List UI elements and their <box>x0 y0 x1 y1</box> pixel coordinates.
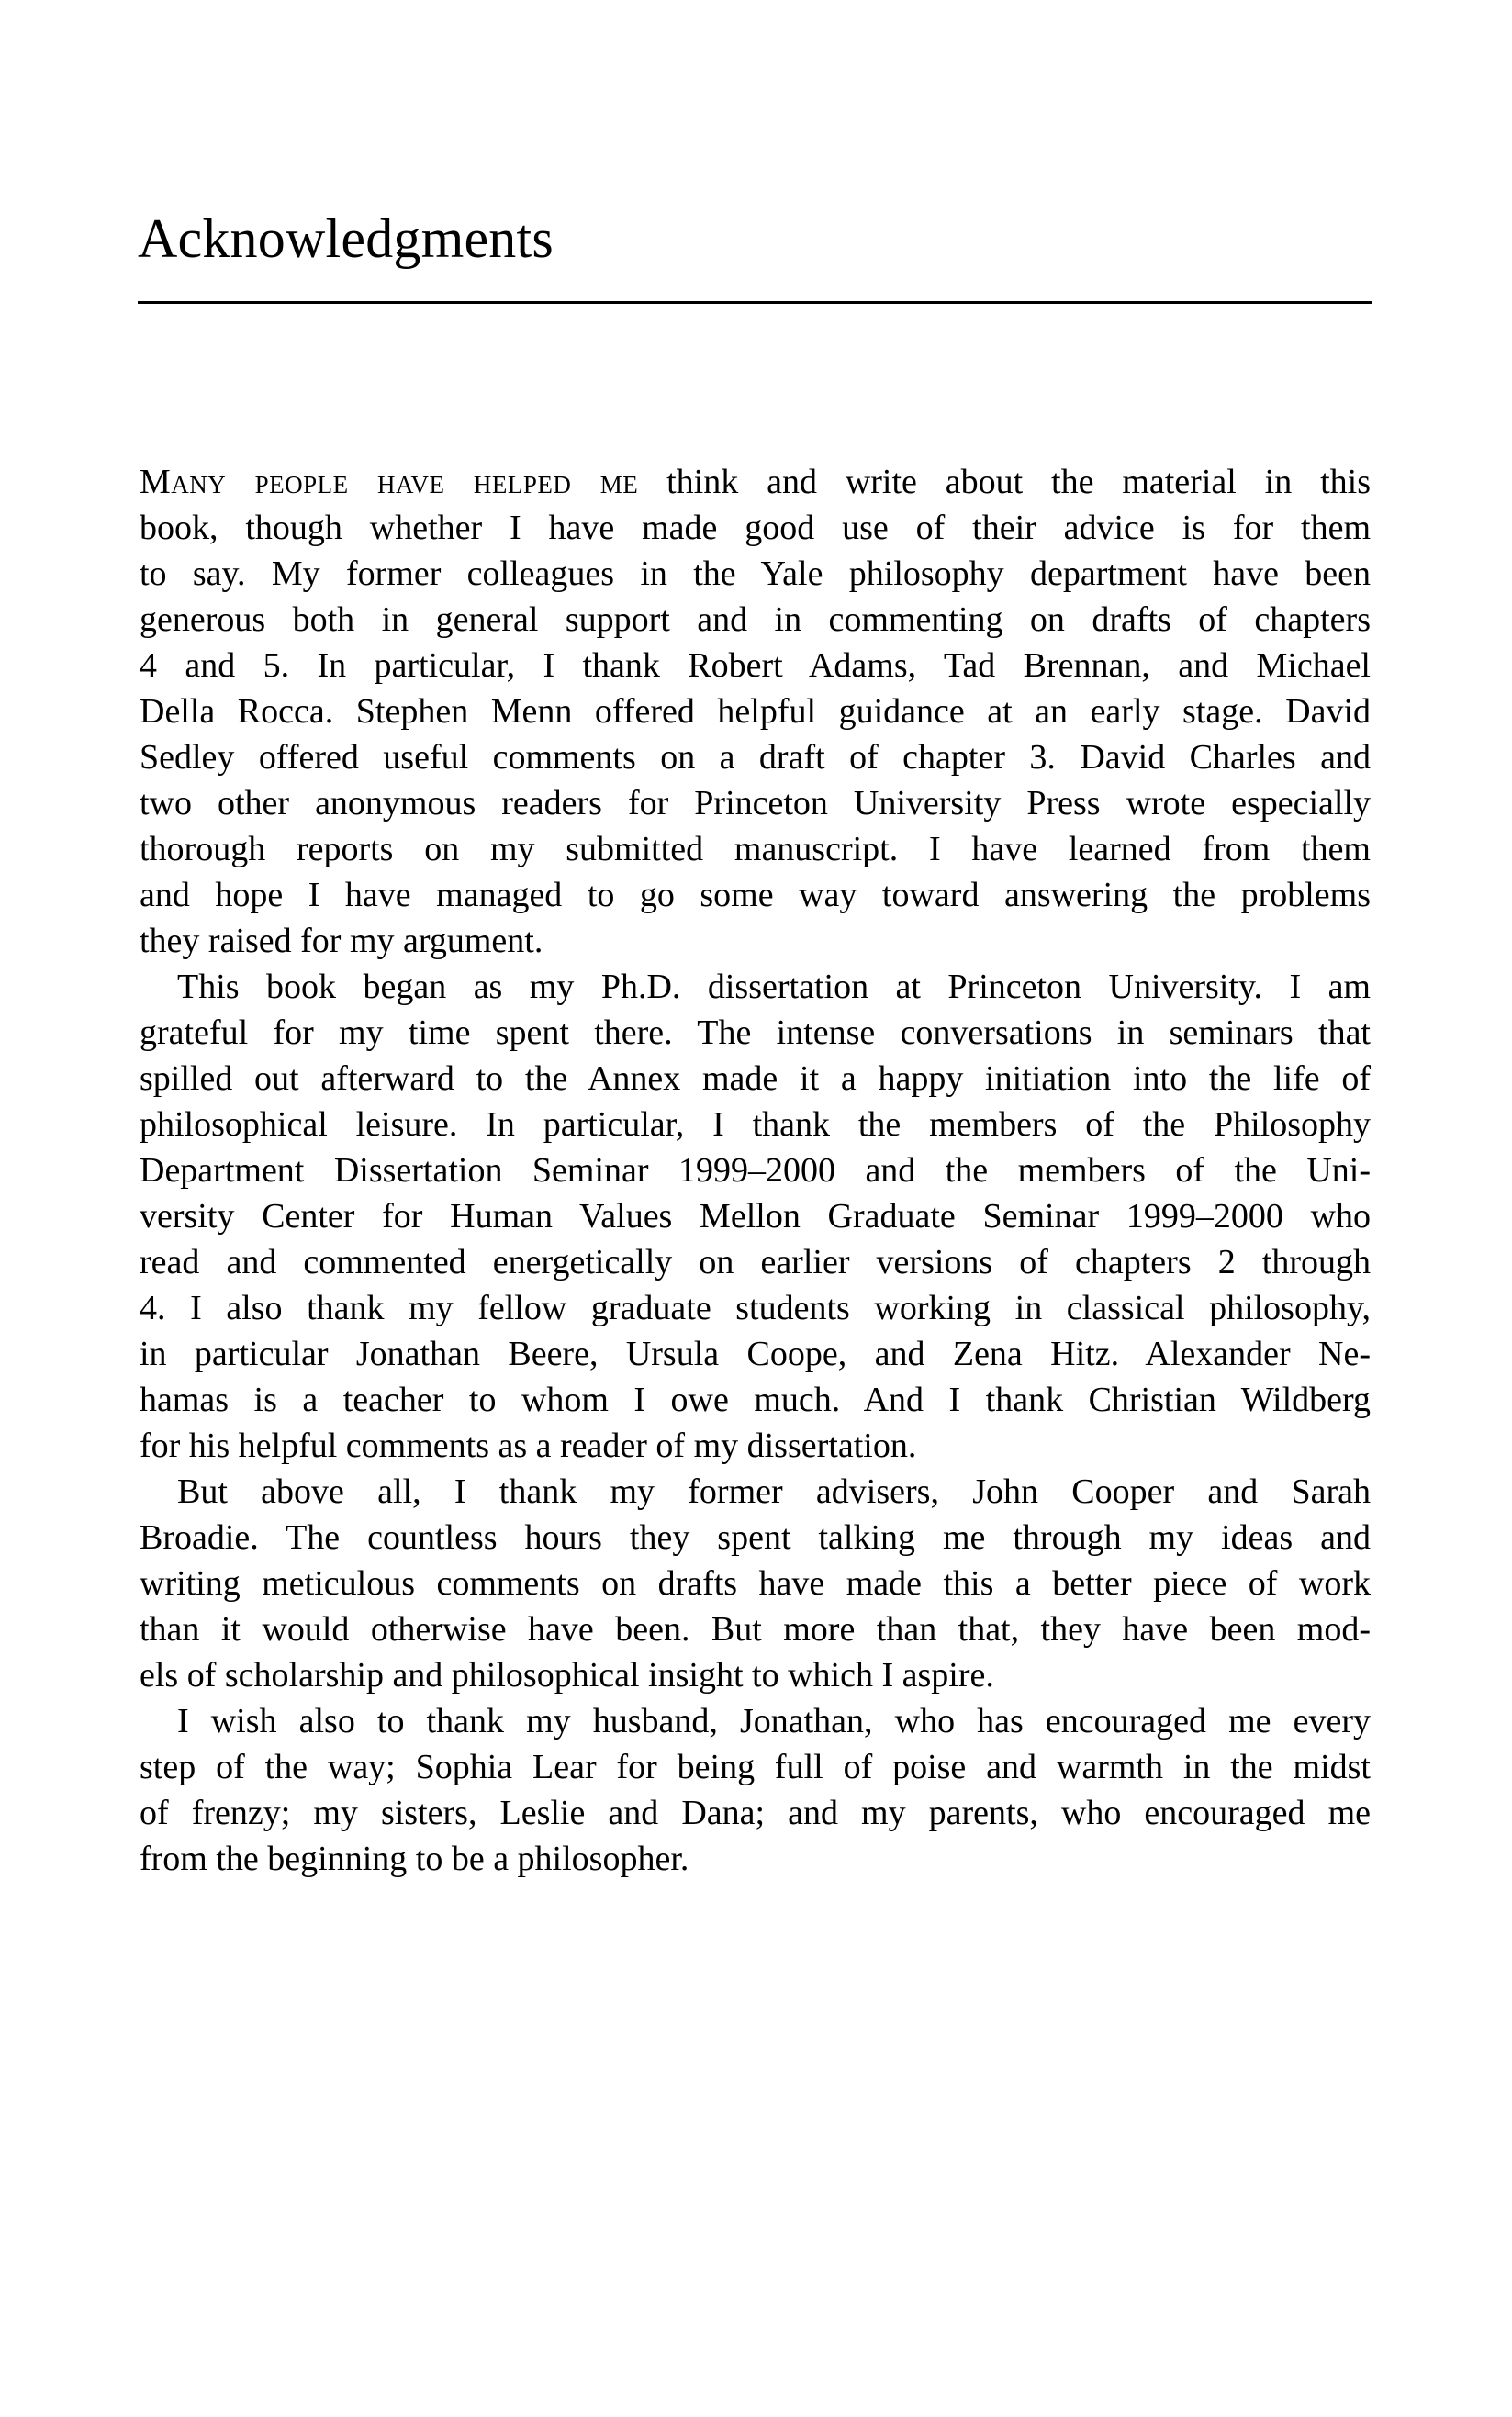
text-line: thorough reports on my submitted manuscript. I have learned from them <box>140 830 1371 868</box>
text-line: of frenzy; my sisters, Leslie and Dana; and my parents, who encouraged me <box>140 1794 1371 1832</box>
text-line: I wish also to thank my husband, Jonathan, who has encouraged me every <box>177 1702 1371 1740</box>
text-line: step of the way; Sophia Lear for being full of poise and warmth in the midst <box>140 1748 1371 1786</box>
acknowledgments-body <box>140 459 1371 1882</box>
paragraph-4 <box>140 1698 1371 1882</box>
text-line: book, though whether I have made good use of their advice is for them <box>140 509 1371 547</box>
paragraph-3 <box>140 1469 1371 1698</box>
text-line: for his helpful comments as a reader of my dissertation. <box>140 1427 917 1465</box>
text-line: hamas is a teacher to whom I owe much. And I thank Christian Wildberg <box>140 1381 1371 1419</box>
text-line: Della Rocca. Stephen Menn offered helpful guidance at an early stage. David <box>140 692 1371 731</box>
page-title: Acknowledgments <box>138 208 554 269</box>
text-line: read and commented energetically on earlier versions of chapters 2 through <box>140 1243 1371 1281</box>
text-line: and hope I have managed to go some way toward answering the problems <box>140 876 1371 914</box>
text-line: writing meticulous comments on drafts have made this a better piece of work <box>140 1564 1371 1603</box>
text-line: philosophical leisure. In particular, I thank the members of the Philosophy <box>140 1105 1371 1144</box>
text-line: in particular Jonathan Beere, Ursula Coope, and Zena Hitz. Alexander Ne- <box>140 1335 1371 1373</box>
paragraph-2 <box>140 964 1371 1469</box>
text-line: than it would otherwise have been. But more than that, they have been mod- <box>140 1610 1371 1649</box>
text-line: els of scholarship and philosophical insight to which I aspire. <box>140 1656 994 1695</box>
text-line: Sedley offered useful comments on a draft of chapter 3. David Charles and <box>140 738 1371 777</box>
paragraph-1 <box>140 459 1371 964</box>
text-line: Broadie. The countless hours they spent talking me through my ideas and <box>140 1518 1371 1557</box>
lead-in-smallcaps: Many people have helped me <box>140 463 639 501</box>
text-line: versity Center for Human Values Mellon Graduate Seminar 1999–2000 who <box>140 1197 1371 1236</box>
text-line: from the beginning to be a philosopher. <box>140 1840 689 1878</box>
text-line: to say. My former colleagues in the Yale philosophy department have been <box>140 554 1371 593</box>
title-rule-divider <box>138 301 1372 304</box>
text-line: But above all, I thank my former advisers, John Cooper and Sarah <box>177 1472 1371 1511</box>
text-line: This book began as my Ph.D. dissertation at Princeton University. I am <box>177 968 1371 1006</box>
text-line: generous both in general support and in commenting on drafts of chapters <box>140 600 1371 639</box>
text-line: grateful for my time spent there. The intense conversations in seminars that <box>140 1013 1371 1052</box>
text-line: two other anonymous readers for Princeton University Press wrote especially <box>140 784 1371 822</box>
text-line: Department Dissertation Seminar 1999–2000 and the members of the Uni- <box>140 1151 1371 1190</box>
text-line: 4. I also thank my fellow graduate students working in classical philosophy, <box>140 1289 1371 1327</box>
text-line: Many people have helped me think and write about the material in this <box>140 463 1371 501</box>
text-line: they raised for my argument. <box>140 922 543 960</box>
text-line: 4 and 5. In particular, I thank Robert Adams, Tad Brennan, and Michael <box>140 646 1371 685</box>
text-line: spilled out afterward to the Annex made it a happy initiation into the life of <box>140 1059 1371 1098</box>
